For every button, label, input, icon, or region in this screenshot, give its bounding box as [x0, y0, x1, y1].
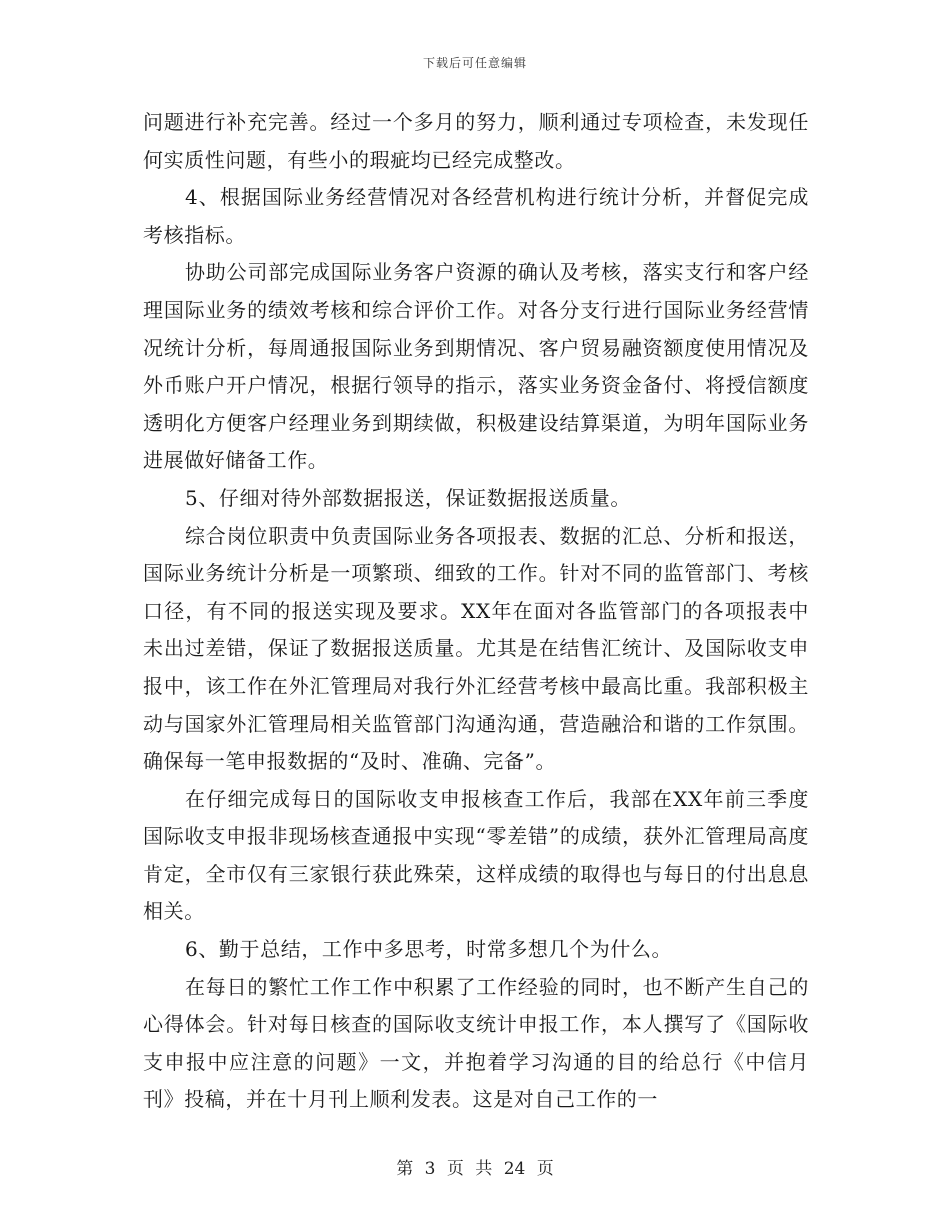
- paragraph: 综合岗位职责中负责国际业务各项报表、数据的汇总、分析和报送，国际业务统计分析是一项繁琐、细致的工作。针对不同的监管部门、考核口径，有不同的报送实现及要求。XX年在面对各监管部门的各项报表中未出过差错，保证了数据报送质量。尤其是在结售汇统计、及国际收支申报中，该工作在外汇管理局对我行外汇经营考核中最高比重。我部积极主动与国家外汇管理局相关监管部门沟通沟通，营造融洽和谐的工作氛围。确保每一笔申报数据的“及时、准确、完备”。: [143, 523, 809, 774]
- body-text: [143, 104, 809, 1119]
- paragraph: 问题进行补充完善。经过一个多月的努力，顺利通过专项检查，未发现任何实质性问题，有些小的瑕疵均已经完成整改。: [143, 110, 809, 172]
- footer-prefix: 第: [396, 1159, 414, 1179]
- paragraph-heading: 5、仔细对待外部数据报送，保证数据报送质量。: [185, 485, 631, 510]
- total-pages-number: 24: [503, 1159, 526, 1179]
- paragraph: 协助公司部完成国际业务客户资源的确认及考核，落实支行和客户经理国际业务的绩效考核和综合评价工作。对各分支行进行国际业务经营情况统计分析，每周通报国际业务到期情况、客户贸易融资额度使用情况及外币账户开户情况，根据行领导的指示，落实业务资金备付、将授信额度透明化方便客户经理业务到期续做，积极建设结算渠道，为明年国际业务进展做好储备工作。: [143, 260, 809, 473]
- page-header: 下载后可任意编辑: [422, 56, 527, 70]
- footer-page-word: 页: [446, 1159, 464, 1179]
- paragraph-heading: 4、根据国际业务经营情况对各经营机构进行统计分析，并督促完成考核指标。: [143, 185, 809, 247]
- current-page-number: 3: [424, 1159, 436, 1179]
- footer-suffix: 页: [536, 1159, 554, 1179]
- paragraph-heading: 6、勤于总结，工作中多思考，时常多想几个为什么。: [185, 937, 673, 962]
- paragraph: 在每日的繁忙工作工作中积累了工作经验的同时，也不断产生自己的心得体会。针对每日核查的国际收支统计申报工作，本人撰写了《国际收支申报中应注意的问题》一文，并抱着学习沟通的目的给总行《中信月刊》投稿，并在十月刊上顺利发表。这是对自己工作的一: [143, 974, 809, 1112]
- footer-total-word: 共: [475, 1159, 493, 1179]
- paragraph: 在仔细完成每日的国际收支申报核查工作后，我部在XX年前三季度国际收支申报非现场核查通报中实现“零差错”的成绩，获外汇管理局高度肯定，全市仅有三家银行获此殊荣，这样成绩的取得也与每日的付出息息相关。: [143, 786, 809, 924]
- page-footer: [0, 1154, 950, 1179]
